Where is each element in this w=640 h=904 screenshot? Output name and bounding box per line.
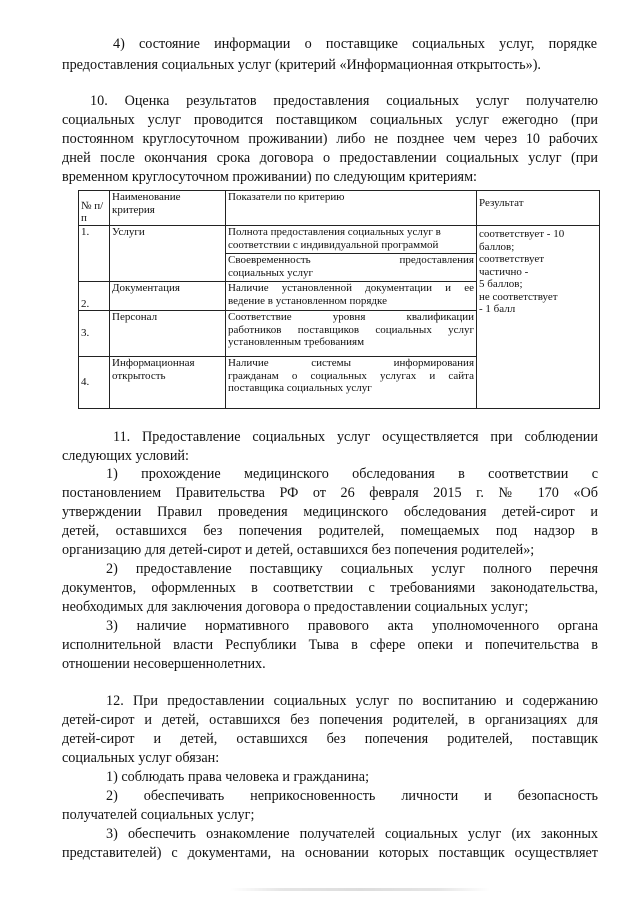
- p12-line3: детей-сирот и детей, оставшихся без попечения родителей, поставщик: [62, 731, 598, 747]
- p12-line4: социальных услуг обязан:: [62, 750, 220, 766]
- p12-line6: 2) обеспечивать неприкосновенность личности и безопасность: [106, 788, 598, 804]
- criteria-table: [78, 190, 600, 409]
- item4-line1: 4) состояние информации о поставщике социальных услуг, порядке: [113, 36, 597, 52]
- p11-line8: 2) предоставление поставщику социальных услуг полного перечня: [106, 561, 598, 577]
- header-result: Результат: [477, 191, 600, 226]
- p12-line5: 1) соблюдать права человека и гражданина;: [106, 769, 370, 785]
- p11-line1: 11. Предоставление социальных услуг осуществляется при соблюдении: [113, 429, 598, 445]
- row1-indicator1: Полнота предоставления социальных услуг в соответствии с индивидуальной программой: [226, 226, 477, 254]
- row4-indicator: Наличие системы информирования гражданам о социальных услугах и сайта поставщика социальных услуг: [226, 357, 477, 409]
- row3-name: Персонал: [110, 311, 226, 357]
- p10-line2: социальных услуг проводится поставщиком социальных услуг ежегодно (при: [62, 112, 598, 128]
- row4-num: 4.: [79, 357, 110, 409]
- p11-line6: детей, оставшихся без попечения родителей, помещаемых под надзор в: [62, 523, 598, 539]
- p11-line12: исполнительной власти Республики Тыва в сфере опеки и попечительства в: [62, 637, 598, 653]
- scan-artifact: [230, 888, 490, 891]
- p11-line5: утверждении Правил проведения медицинского обследования детей-сирот и: [62, 504, 598, 520]
- table-header-row: [79, 191, 600, 226]
- header-indicators: Показатели по критерию: [226, 191, 477, 226]
- row2-num: 2.: [79, 282, 110, 311]
- result-cell: соответствует - 10 баллов; соответствует частично - 5 баллов; не соответствует - 1 балл: [477, 226, 600, 409]
- row3-num: 3.: [79, 311, 110, 357]
- p11-line4: постановлением Правительства РФ от 26 февраля 2015 г. № 170 «Об: [62, 485, 598, 501]
- row3-indicator: Соответствие уровня квалификации работников поставщиков социальных услуг установленным требованиям: [226, 311, 477, 357]
- row2-indicator: Наличие установленной документации и ее ведение в установленном порядке: [226, 282, 477, 311]
- p11-line7: организацию для детей-сирот и детей, оставшихся без попечения родителей»;: [62, 542, 535, 558]
- p11-line11: 3) наличие нормативного правового акта уполномоченного органа: [106, 618, 598, 634]
- p11-line13: отношении несовершеннолетних.: [62, 656, 266, 672]
- header-name: Наименование критерия: [110, 191, 226, 226]
- row4-name: Информационная открытость: [110, 357, 226, 409]
- p10-line1: 10. Оценка результатов предоставления социальных услуг получателю: [90, 93, 598, 109]
- p11-line9: документов, оформленных в соответствии с требованиями законодательства,: [62, 580, 598, 596]
- p11-line10: необходимых для заключения договора о предоставлении социальных услуг;: [62, 599, 529, 615]
- p10-line4: дней после окончания срока договора о предоставлении социальных услуг (при: [62, 150, 598, 166]
- header-num: № п/п: [79, 191, 110, 226]
- row2-name: Документация: [110, 282, 226, 311]
- p10-line3: постоянном круглосуточном проживании) либо не позднее чем через 10 рабочих: [62, 131, 598, 147]
- row1-num: 1.: [79, 226, 110, 282]
- p11-line2: следующих условий:: [62, 448, 189, 464]
- p10-line5: временном круглосуточном проживании) по следующим критериям:: [62, 169, 477, 185]
- p12-line9: представителей) с документами, на основании которых поставщик осуществляет: [62, 845, 598, 861]
- table-row: [79, 226, 600, 254]
- p12-line1: 12. При предоставлении социальных услуг по воспитанию и содержанию: [106, 693, 598, 709]
- row1-name: Услуги: [110, 226, 226, 282]
- p12-line7: получателей социальных услуг;: [62, 807, 255, 823]
- p11-line3: 1) прохождение медицинского обследования в соответствии с: [106, 466, 598, 482]
- row1-indicator2: Своевременность предоставления социальных услуг: [226, 254, 477, 282]
- p12-line8: 3) обеспечить ознакомление получателей социальных услуг (их законных: [106, 826, 598, 842]
- item4-line2: предоставления социальных услуг (критерий «Информационная открытость»).: [62, 57, 541, 73]
- p12-line2: детей-сирот и детей, оставшихся без попечения родителей, в организациях для: [62, 712, 598, 728]
